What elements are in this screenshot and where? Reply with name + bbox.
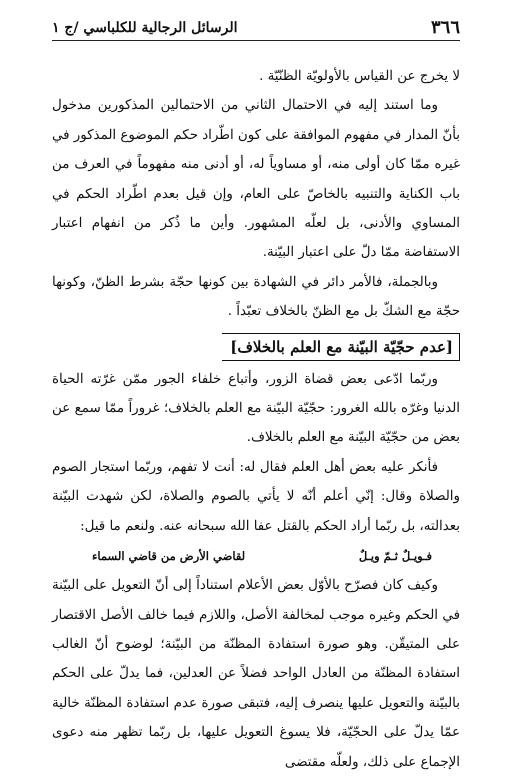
section-heading [52,333,460,361]
paragraph: وكيف كان فصرّح بالأوّل بعض الأعلام استناداً إلى أنّ التعويل على البيّنة في الحكم وغيره موجب لمخالفة الأصل، واللازم فيما خالف الأصل الاقتصار على المتيقّن. وهو صورة استفادة المظنّة من البيّنة؛ لوضوح أنّ الغالب استفادة المظنّة من العادل الواحد فضلاً عن العدلين، فما يدلّ على الحكم بالبيّنة والتعويل عليها ينصرف إليه، فتبقى صورة عدم استفادة المظنّة خالية عمّا يدلّ على الحجّيّة، فلا يسوغ التعويل عليها، بل ربّما تظهر منه دعوى الإجماع على ذلك، ولعلّه مقتضى [52,578,460,770]
running-title: الرسائل الرجالية للكلباسي /ج ١ [52,20,238,36]
paragraph: وما استند إليه في الاحتمال الثاني من الاحتمالين المذكورين مدخول بأنّ المدار في مفهوم الموافقة على كون اطّراد حكم الموضوع المذكور في غيره ممّا كان أولى منه، أو مساوياً له، أو أدنى منه مفهوماً في العرف من باب الكناية والتنبيه بالخاصّ على العام، وإن قيل بعدم اطّراد الحكم في المساوي والأدنى، بل لعلّه المشهور. وأين ما ذُكر من انفهام اعتبار الاستفاضة ممّا دلّ على اعتبار البيّنة. [51,98,460,261]
page-body [52,62,460,777]
verse-second-hemistich: لقاضي الأرض من قاضي السماء [92,549,246,564]
verse-first-hemistich: فـويـلٌ ثـمّ ويـلٌ [358,549,432,564]
paragraph: فأنكر عليه بعض أهل العلم فقال له: أنت لا تفهم، وربّما استجار الصوم والصلاة وقال: إنّي أعلم أنّه لا يأتي بالصوم والصلاة، لكن شهدت البيّنة بعدالته، بل ربّما أراد الحكم بالقتل عفا الله سبحانه عنه. ولنعم ما قيل: [52,459,460,534]
section-title: [عدم حجّيّة البيّنة مع العلم بالخلاف] [222,333,460,361]
paragraph: وبالجملة، فالأمر دائر في الشهادة بين كونها حجّة بشرط الظنّ، وكونها حجّة مع الشكّ بل مع الظنّ بالخلاف تعبّداً . [52,274,460,320]
paragraph: لا يخرج عن القياس بالأولويّة الظنّيّة . [259,69,460,84]
verse-line [52,541,460,571]
paragraph: وربّما ادّعى بعض قضاة الزور، وأتباع خلفاء الجور ممّن غرّته الحياة الدنيا وغرّه بالله الغرور: حجّيّة البيّنة مع العلم بالخلاف؛ غروراً ممّا سمع عن بعض من حجّيّة البيّنة مع العلم بالخلاف. [52,371,460,446]
running-header [52,10,460,41]
page-number: ٣٦٦ [430,17,460,38]
